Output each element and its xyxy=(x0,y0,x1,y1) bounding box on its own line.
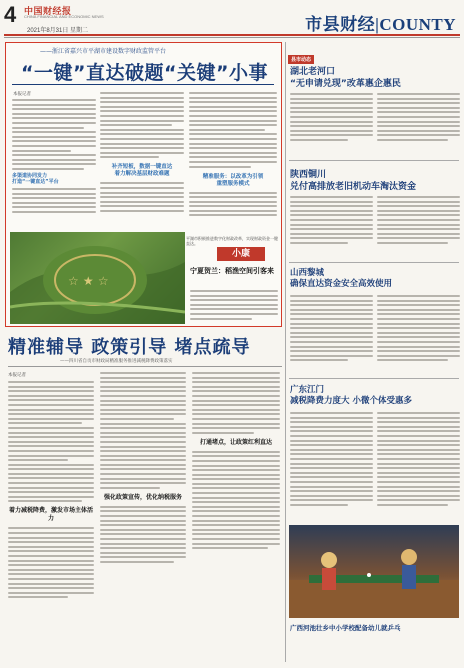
right-story-1-body xyxy=(290,93,460,153)
page-number: 4 xyxy=(4,2,17,27)
lead-column-2 xyxy=(100,92,184,229)
lead-column-1 xyxy=(12,99,96,229)
main-column-3 xyxy=(192,372,280,662)
header-rule xyxy=(4,34,460,36)
column-divider xyxy=(285,42,286,662)
lead-column-3 xyxy=(189,92,277,232)
lead-byline: 本报记者 xyxy=(13,92,31,97)
header-rule-thin xyxy=(4,37,460,38)
right-story-2-body xyxy=(290,196,460,256)
lead-kicker: ——浙江省嘉兴市平湖市建设数字财政监管平台 xyxy=(40,48,167,55)
right-story-3-title: 山西黎城 确保直达资金安全高效使用 xyxy=(290,268,393,289)
lead-photo xyxy=(10,232,185,324)
main-column-2 xyxy=(100,372,186,662)
right-story-4-title: 广东江门 减税降费力度大 小微个体受惠多 xyxy=(290,385,412,406)
main-column-1 xyxy=(8,372,94,662)
issue-date: 2021年8月31日 星期二 xyxy=(27,28,89,34)
right-divider-2 xyxy=(289,262,459,263)
lead-subhead-3: 精准服务：以改革为引领 重塑服务模式 xyxy=(202,173,264,187)
right-story-1-title: 湖北老河口 “无申请兑现”改革惠企惠民 xyxy=(290,67,401,89)
right-photo-caption: 广西河池壮乡中小学校配备幼儿就乒乓 xyxy=(290,624,401,632)
main-byline: 本报记者 xyxy=(8,373,26,378)
main-subtitle: ——四川省自贡市财政局精准服务推进减税降费政策落实 xyxy=(60,359,173,364)
right-section-tag: 县市动态 xyxy=(288,55,314,64)
masthead: 中国财经报 xyxy=(24,6,72,16)
right-story-4-body xyxy=(290,412,460,520)
section-title: 市县财经|COUNTY xyxy=(305,15,456,34)
right-photo xyxy=(289,525,459,618)
svg-text:☆ ★ ☆: ☆ ★ ☆ xyxy=(68,274,109,288)
lead-rule xyxy=(12,84,274,85)
main-headline: 精准辅导 政策引导 堵点疏导 xyxy=(8,337,251,358)
main-subhead-1: 着力减税降费，激发市场主体活力 xyxy=(8,507,93,523)
right-divider-1 xyxy=(289,160,459,161)
box-story-title: 宁夏贺兰：稻渔空间引客来 xyxy=(190,267,274,275)
lead-photo-caption: 平湖市积极推进数字化财政改革，实现财政资金一键直达。 xyxy=(186,236,278,246)
right-divider-3 xyxy=(289,378,459,379)
main-subhead-3: 打通堵点，让政策红利直达 xyxy=(199,438,272,446)
masthead-subtitle: CHINA FINANCIAL AND ECONOMIC NEWS xyxy=(24,14,104,19)
box-story-body xyxy=(190,290,278,326)
box-story-badge xyxy=(217,247,265,261)
lead-subhead-2: 补齐短板，数据一键直达 着力解决基层财政难题 xyxy=(111,164,173,178)
lead-headline: “一键”直达破题“关键”小事 xyxy=(21,62,268,84)
right-story-3-body xyxy=(290,295,460,375)
badge-text: 小康 xyxy=(231,249,250,259)
right-story-2-title: 陕西铜川 兑付高排放老旧机动车淘汰资金 xyxy=(290,170,417,192)
main-subhead-2: 强化政策宣传，优化纳税服务 xyxy=(103,493,182,501)
main-rule xyxy=(8,366,282,367)
lead-subhead-1: 多渠道协同发力 打造“一键直达”平台 xyxy=(12,172,59,185)
